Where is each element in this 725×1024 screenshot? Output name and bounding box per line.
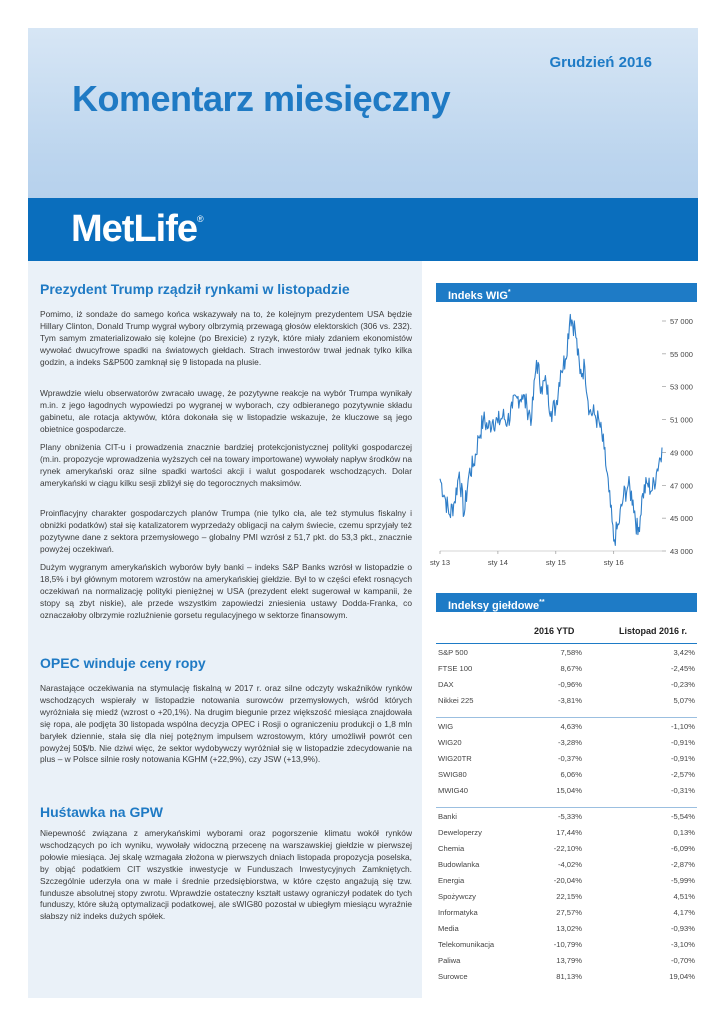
table-separator (436, 717, 697, 718)
table-row (436, 969, 697, 985)
index-name: Chemia (438, 844, 465, 853)
chart-header (436, 283, 697, 302)
y-tick-label: 49 000 (670, 448, 693, 458)
nov-value: -1,10% (670, 722, 695, 731)
index-name: WIG20TR (438, 754, 472, 763)
y-tick-label: 57 000 (670, 317, 693, 326)
index-name: Telekomunikacja (438, 940, 495, 949)
ytd-value: 4,63% (560, 722, 582, 731)
table-row (436, 953, 697, 969)
chart-header-label: Indeks WIG (448, 289, 508, 302)
nov-value: -5,99% (670, 876, 695, 885)
ytd-value: 6,06% (560, 770, 582, 779)
nov-value: 0,13% (673, 828, 695, 837)
ytd-value: -3,81% (557, 696, 582, 705)
y-tick-label: 47 000 (670, 481, 693, 491)
table-row (436, 841, 697, 857)
nov-value: 4,51% (673, 892, 695, 901)
index-name: Surowce (438, 972, 468, 981)
ytd-value: -5,33% (557, 812, 582, 821)
x-tick-label: sty 13 (429, 558, 451, 567)
nov-value: -0,23% (670, 680, 695, 689)
table-row (436, 825, 697, 841)
table-separator (436, 643, 697, 644)
nov-value: -0,93% (670, 924, 695, 933)
paragraph: Narastające oczekiwania na stymulację fiskalną w 2017 r. oraz silne odczyty wskaźników rynków wschodzących wspierały w listopadzie notowania surowców przemysłowych, wśród których wyróżniała się miedź (wzrost o +20,1%). Na drugim biegunie przez większość miesiąca znajdowała się ropa, ale podjęta 30 listopada wspólna decyzja OPEC i Rosji o ograniczeniu produkcji o 1,8 mln baryłek dziennie, stała się dla niej potężnym impulsem wzrostowym, który umożliwił powrót cen powyżej 50$/b. Nie dziwi więc, że sektor wydobywczy wyróżniał się w listopadzie zdecydowanie na plus – w Polsce silnie rosły notowania KGHM (+22,9%), czy JSW (+13,9%). (40, 683, 412, 765)
ytd-value: 22,15% (556, 892, 582, 901)
metlife-logo (71, 208, 203, 251)
index-name: Paliwa (438, 956, 461, 965)
table-row (436, 937, 697, 953)
index-name: Informatyka (438, 908, 478, 917)
ytd-value: -22,10% (553, 844, 582, 853)
index-name: Deweloperzy (438, 828, 482, 837)
table-header (436, 593, 697, 612)
logo-text: MetLife (71, 208, 197, 250)
nov-value: -3,10% (670, 940, 695, 949)
y-tick-label: 51 000 (670, 415, 693, 425)
ytd-value: -4,02% (557, 860, 582, 869)
index-name: Nikkei 225 (438, 696, 474, 705)
table-row (436, 857, 697, 873)
table-row (436, 809, 697, 825)
column-header-nov: Listopad 2016 r. (619, 626, 688, 636)
wig-line-chart (429, 313, 697, 573)
nov-value: -2,57% (670, 770, 695, 779)
y-tick-label: 53 000 (670, 382, 693, 392)
nov-value: -0,91% (670, 738, 695, 747)
nov-value: -2,45% (670, 664, 695, 673)
section-heading-gpw: Huśtawka na GPW (40, 804, 163, 820)
table-row (436, 645, 697, 661)
ytd-value: -20,04% (553, 876, 582, 885)
table-row (436, 677, 697, 693)
table-header-mark: ** (539, 599, 545, 606)
page-title: Komentarz miesięczny (72, 78, 451, 119)
nov-value: 3,42% (673, 648, 695, 657)
paragraph: Plany obniżenia CIT-u i prowadzenia znacznie bardziej protekcjonistycznej polityki gospodarczej (m.in. propozycje wprowadzenia wyższych ceł na towary importowane) wywołały napływ środków na rynek amerykański oraz silne spadki wartości akcji i walut gospodarek wschodzących. Dolar amerykański w ciągu kilku sesji zbliżył się do tegorocznych maksimów. (40, 442, 412, 488)
issue-date: Grudzień 2016 (549, 54, 652, 71)
logo-band (28, 198, 698, 261)
table-row (436, 735, 697, 751)
table-row (436, 661, 697, 677)
y-tick-label: 45 000 (670, 514, 693, 524)
nov-value: 4,17% (673, 908, 695, 917)
ytd-value: 13,02% (556, 924, 582, 933)
ytd-value: -0,37% (557, 754, 582, 763)
ytd-value: -0,96% (557, 680, 582, 689)
ytd-value: 17,44% (556, 828, 582, 837)
paragraph: Proinflacyjny charakter gospodarczych planów Trumpa (nie tylko cła, ale też stymulus fiskalny i obniżki podatków) stał się katalizatorem wyprzedaży obligacji na całym świecie, czemu sprzyjały też pozytywne dane z sektora przemysłowego – globalny PMI wzrósł z 51,7 pkt. do 53,3 pkt., znacznie powyżej oczekiwań. (40, 508, 412, 554)
ytd-value: 7,58% (560, 648, 582, 657)
nov-value: 5,07% (673, 696, 695, 705)
header-banner (28, 28, 698, 261)
table-row (436, 693, 697, 709)
x-tick-label: sty 16 (603, 558, 624, 567)
table-row (436, 889, 697, 905)
series-line-wig (440, 314, 662, 545)
ytd-value: 15,04% (556, 786, 582, 795)
x-tick-label: sty 15 (545, 558, 566, 567)
ytd-value: 8,67% (560, 664, 582, 673)
index-name: Media (438, 924, 459, 933)
nov-value: -6,09% (670, 844, 695, 853)
index-name: Banki (438, 812, 457, 821)
ytd-value: -3,28% (557, 738, 582, 747)
index-name: Spożywczy (438, 892, 476, 901)
column-header-ytd: 2016 YTD (534, 626, 575, 636)
ytd-value: 81,13% (556, 972, 582, 981)
paragraph: Pomimo, iż sondaże do samego końca wskazywały na to, że kolejnym prezydentem USA będzie Hillary Clinton, Donald Trump wygrał wybory olbrzymią przewagą głosów elektorskich (306 vs. 232). Tym samym zmaterializowało się kolejne (po Brexicie) z ryzyk, które miały zdaniem ekonomistów wywołać dwucyfrowe spadki na światowych giełdach. Strach inwestorów trwał jednak tylko kilka godzin, a indeks S&P500 zamknął się 9 listopada na plusie. (40, 309, 412, 367)
y-tick-label: 43 000 (670, 547, 693, 556)
section-heading-trump: Prezydent Trump rządził rynkami w listopadzie (40, 281, 350, 297)
nov-value: -2,87% (670, 860, 695, 869)
paragraph: Niepewność związana z amerykańskimi wyborami oraz pogorszenie klimatu wokół rynków wschodzących po ich wyniku, wywołały widoczną przecenę na warszawskiej giełdzie w pierwszej połowie miesiąca. Jej skalę wzmagała złożona w pierwszych dniach listopada propozycja poselska, by objąć podatkiem CIT wszystkie inwestycje w Funduszach Inwestycyjnych Zamkniętych. Szczególnie uderzyła ona w małe i średnie przedsiębiorstwa, w które często angażują się tzw. fundusze absolutnej stopy zwrotu. Wprawdzie ostateczny kształt ustawy ograniczył podatek do tych funduszy, które służą optymalizacji podatkowej, ale sWIG80 pozostał w ubiegłym miesiącu wyraźnie słabszy niż indeks dużych spółek. (40, 828, 412, 922)
table-header-label: Indeksy giełdowe (448, 599, 540, 612)
nov-value: -0,31% (670, 786, 695, 795)
nov-value: -5,54% (670, 812, 695, 821)
index-name: Budowlanka (438, 860, 480, 869)
paragraph: Wprawdzie wielu obserwatorów zwracało uwagę, że pozytywne reakcje na wybór Trumpa wynikały m.in. z jego łagodnych wypowiedzi po wygranej w wyborach, czy odbieranego pozytywnie składu gabinetu, ale rotacja aktywów, która dokonała się w listopadzie wskazuje, że kluczowe są jego obietnice gospodarcze. (40, 388, 412, 434)
table-separator (436, 807, 697, 808)
ytd-value: -10,79% (553, 940, 582, 949)
nov-value: -0,70% (670, 956, 695, 965)
chart-header-mark: * (507, 289, 511, 296)
ytd-value: 27,57% (556, 908, 582, 917)
nov-value: -0,91% (670, 754, 695, 763)
table-row (436, 719, 697, 735)
index-name: WIG20 (438, 738, 462, 747)
table-row (436, 921, 697, 937)
table-row (436, 767, 697, 783)
table-row (436, 783, 697, 799)
ytd-value: 13,79% (556, 956, 582, 965)
index-name: SWIG80 (438, 770, 467, 779)
index-name: WIG (438, 722, 454, 731)
section-heading-opec: OPEC winduje ceny ropy (40, 655, 206, 671)
nov-value: 19,04% (669, 972, 695, 981)
y-tick-label: 55 000 (670, 349, 693, 359)
x-tick-label: sty 14 (487, 558, 508, 567)
index-name: FTSE 100 (438, 664, 473, 673)
paragraph: Dużym wygranym amerykańskich wyborów były banki – indeks S&P Banks wzrósł w listopadzie o 18,5% i był głównym motorem wzrostów na amerykańskiej giełdzie. Był to w części efekt rosnących oczekiwań na normalizację polityki pieniężnej w USA (prezydent elekt sugerował w kampanii, że stopy są zbyt niskie), ale przede wszystkim zapowiedzi zniesienia ustawy Dodda-Franka, co oznaczałoby olbrzymie rozluźnienie gorsetu regulacyjnego w sektorze finansowym. (40, 562, 412, 620)
index-name: Energia (438, 876, 465, 885)
index-name: DAX (438, 680, 454, 689)
table-row (436, 873, 697, 889)
table-row (436, 751, 697, 767)
registered-mark: ® (197, 214, 203, 224)
index-name: MWIG40 (438, 786, 468, 795)
index-name: S&P 500 (438, 648, 468, 657)
table-row (436, 905, 697, 921)
